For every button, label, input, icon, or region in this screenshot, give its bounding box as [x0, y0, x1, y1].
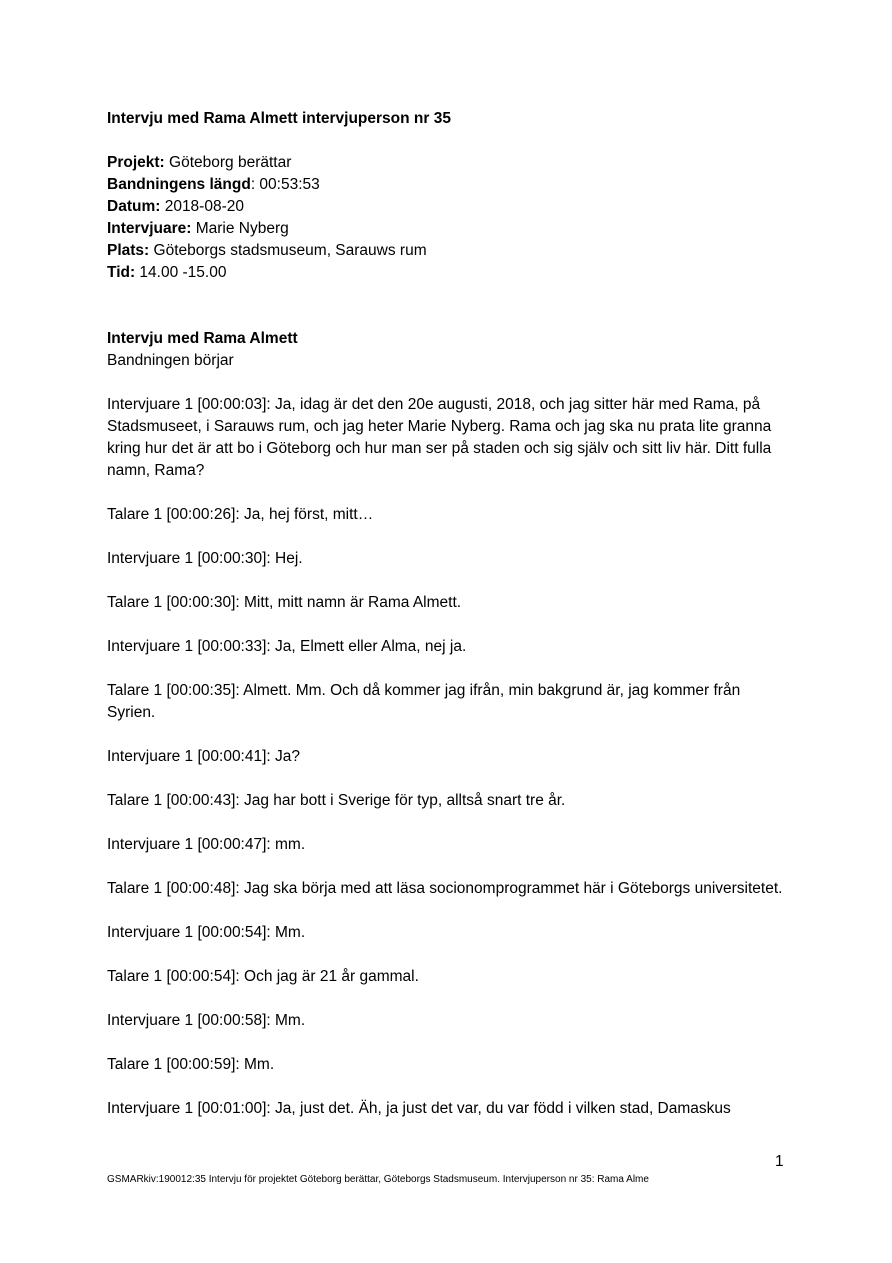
transcript-turn: Intervjuare 1 [00:00:30]: Hej. — [107, 550, 303, 567]
meta-value: 14.00 -15.00 — [135, 264, 227, 281]
transcript-turn: Talare 1 [00:00:43]: Jag har bott i Sverige för typ, alltså snart tre år. — [107, 792, 566, 809]
transcript-turn: Talare 1 [00:00:35]: Almett. Mm. Och då kommer jag ifrån, min bakgrund är, jag kommer från Syrien. — [107, 682, 741, 721]
meta-project — [107, 152, 787, 174]
meta-label: Plats: — [107, 242, 150, 259]
transcript-turn: Talare 1 [00:00:54]: Och jag är 21 år gammal. — [107, 968, 419, 985]
document-title: Intervju med Rama Almett intervjuperson nr 35 — [107, 110, 451, 127]
meta-interviewer — [107, 218, 787, 240]
transcript-turn: Talare 1 [00:00:30]: Mitt, mitt namn är Rama Almett. — [107, 594, 462, 611]
document-body — [107, 108, 787, 1142]
page-footer: GSMARkiv:190012:35 Intervju för projektet Göteborg berättar, Göteborgs Stadsmuseum. Intervjuperson nr 35: Rama Alme — [107, 1174, 649, 1185]
metadata-block — [107, 152, 787, 284]
section-subheading: Bandningen börjar — [107, 352, 234, 369]
transcript-turn: Intervjuare 1 [00:00:33]: Ja, Elmett eller Alma, nej ja. — [107, 638, 467, 655]
transcript-turn: Intervjuare 1 [00:00:54]: Mm. — [107, 924, 306, 941]
transcript-turn: Intervjuare 1 [00:01:00]: Ja, just det. Äh, ja just det var, du var född i vilken stad, Damaskus — [107, 1100, 731, 1117]
meta-duration — [107, 174, 787, 196]
meta-label: Bandningens längd — [107, 176, 251, 193]
section-heading: Intervju med Rama Almett — [107, 330, 298, 347]
meta-label: Tid: — [107, 264, 136, 281]
transcript-turn: Intervjuare 1 [00:00:58]: Mm. — [107, 1012, 306, 1029]
meta-label: Intervjuare: — [107, 220, 192, 237]
meta-place — [107, 240, 787, 262]
meta-value: Marie Nyberg — [191, 220, 289, 237]
meta-value: 2018-08-20 — [160, 198, 244, 215]
meta-label: Projekt: — [107, 154, 165, 171]
transcript-turn: Intervjuare 1 [00:00:41]: Ja? — [107, 748, 301, 765]
transcript-turn: Talare 1 [00:00:26]: Ja, hej först, mitt… — [107, 506, 374, 523]
transcript-turn: Intervjuare 1 [00:00:47]: mm. — [107, 836, 306, 853]
meta-label: Datum: — [107, 198, 161, 215]
transcript-turn: Talare 1 [00:00:48]: Jag ska börja med att läsa socionomprogrammet här i Göteborgs universitetet. — [107, 880, 783, 897]
meta-time — [107, 262, 787, 284]
meta-date — [107, 196, 787, 218]
transcript-turn: Intervjuare 1 [00:00:03]: Ja, idag är det den 20e augusti, 2018, och jag sitter här med Rama, på Stadsmuseet, i Sarauws rum, och jag heter Marie Nyberg. Rama och jag ska nu prata lite granna kring hur det är att bo i Göteborg och hur man ser på staden och sig själv och sitt liv här. Ditt fulla namn, Rama? — [107, 396, 772, 479]
meta-value: Göteborg berättar — [164, 154, 292, 171]
page-number: 1 — [775, 1153, 784, 1170]
transcript-turn: Talare 1 [00:00:59]: Mm. — [107, 1056, 275, 1073]
meta-value: Göteborgs stadsmuseum, Sarauws rum — [149, 242, 427, 259]
meta-value: : 00:53:53 — [250, 176, 320, 193]
